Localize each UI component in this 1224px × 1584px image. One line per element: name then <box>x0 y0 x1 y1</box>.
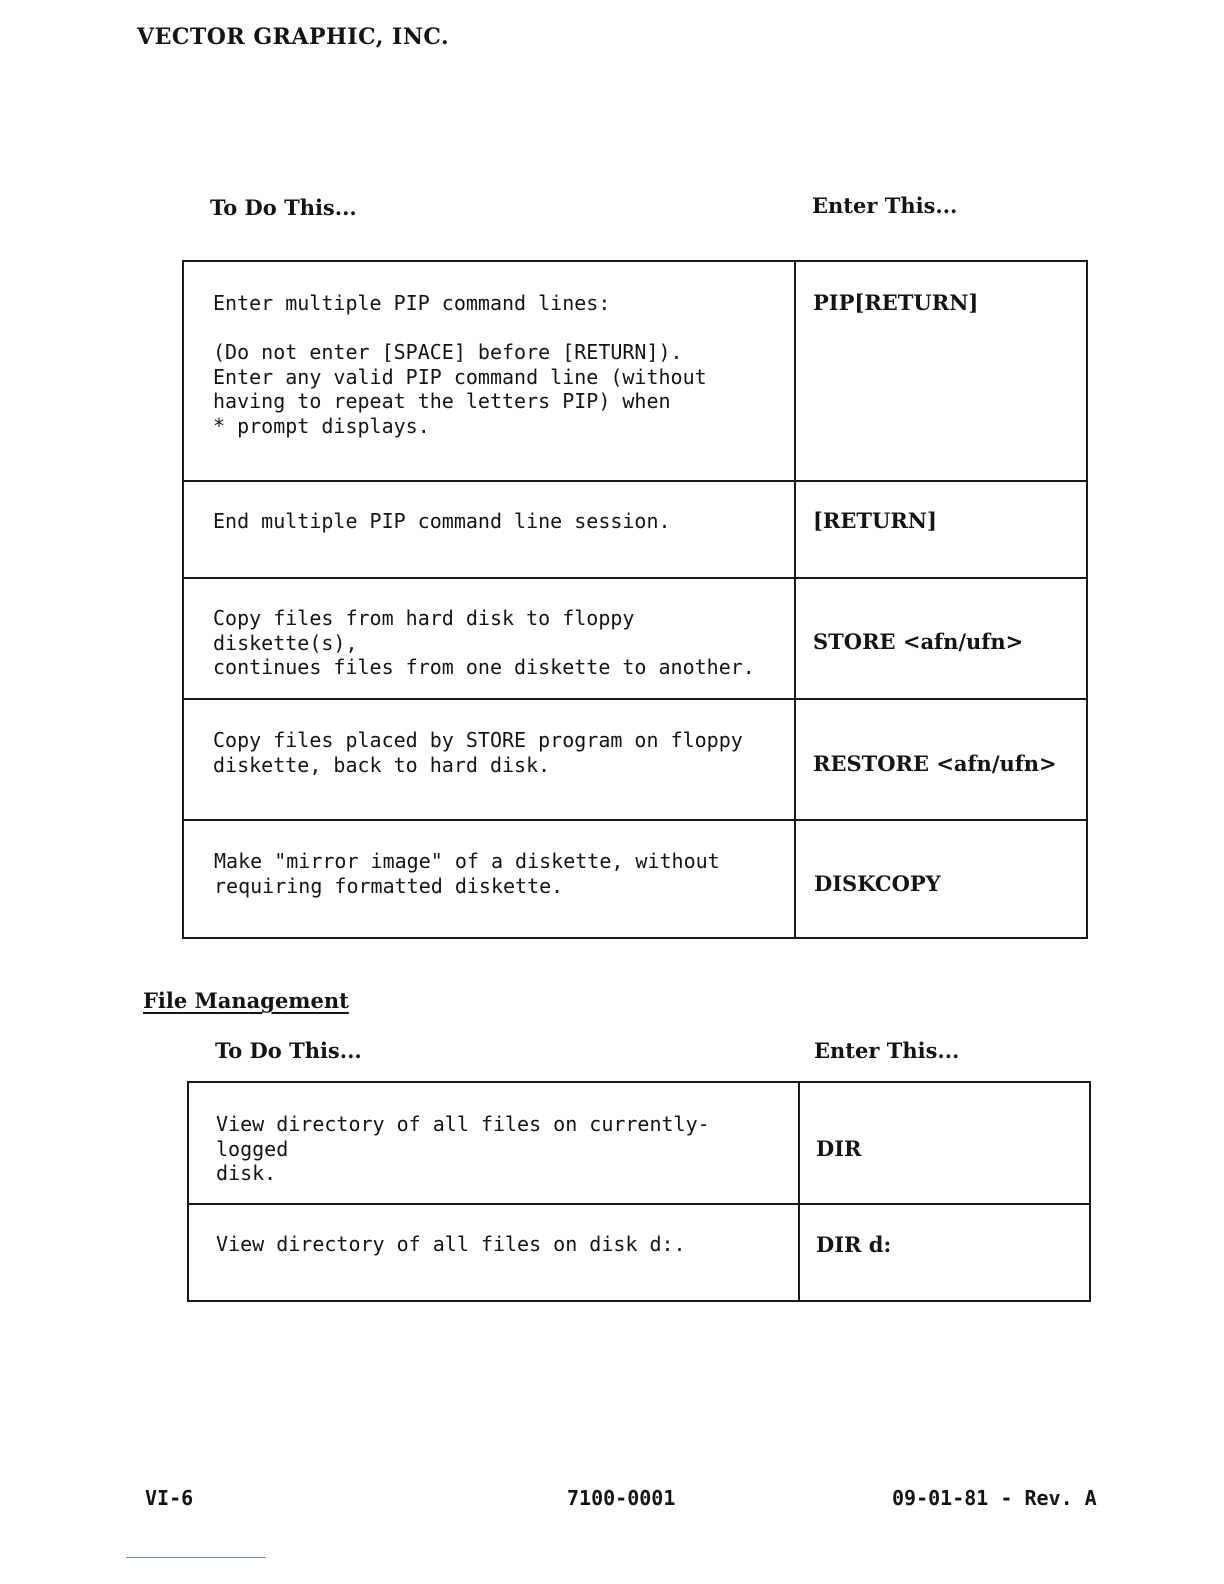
scan-line-decoration <box>126 1557 266 1558</box>
footer-date-revision: 09-01-81 - Rev. A <box>892 1486 1097 1510</box>
column-header-enter: Enter This... <box>812 193 958 218</box>
row-description: View directory of all files on disk d:. <box>216 1232 686 1256</box>
table-row <box>184 480 1086 577</box>
row-command: RESTORE <afn/ufn> <box>813 751 1057 776</box>
footer-doc-number: 7100-0001 <box>567 1486 676 1510</box>
row-description: Make "mirror image" of a diskette, without requiring formatted diskette. <box>214 849 720 898</box>
column-header-to-do: To Do This... <box>210 195 357 220</box>
table-row <box>184 262 1086 480</box>
column-header-enter: Enter This... <box>814 1038 960 1063</box>
table-row <box>189 1083 1089 1203</box>
row-description: Copy files placed by STORE program on floppy diskette, back to hard disk. <box>213 728 743 777</box>
table-row <box>184 577 1086 698</box>
row-command: [RETURN] <box>813 508 937 533</box>
row-command: PIP[RETURN] <box>813 290 979 315</box>
table-row <box>184 819 1086 939</box>
table-row <box>184 698 1086 819</box>
row-description: View directory of all files on currently-logged disk. <box>216 1112 710 1185</box>
row-description: Enter multiple PIP command lines: (Do not enter [SPACE] before [RETURN]). Enter any valid PIP command line (without having to repeat the letters PIP) when * prompt displays. <box>213 291 707 438</box>
file-management-table <box>187 1081 1091 1302</box>
company-name: VECTOR GRAPHIC, INC. <box>137 24 450 50</box>
row-command: STORE <afn/ufn> <box>813 629 1024 654</box>
row-description: End multiple PIP command line session. <box>213 509 671 533</box>
footer-page-number: VI-6 <box>145 1486 194 1510</box>
row-command: DIR d: <box>816 1232 892 1257</box>
row-command: DISKCOPY <box>814 871 941 896</box>
commands-table <box>182 260 1088 939</box>
row-command: DIR <box>816 1136 862 1161</box>
section-title: File Management <box>143 988 349 1013</box>
column-header-to-do: To Do This... <box>215 1038 362 1063</box>
table-row <box>189 1203 1089 1302</box>
row-description: Copy files from hard disk to floppy diskette(s), continues files from one diskette to another. <box>213 606 755 679</box>
